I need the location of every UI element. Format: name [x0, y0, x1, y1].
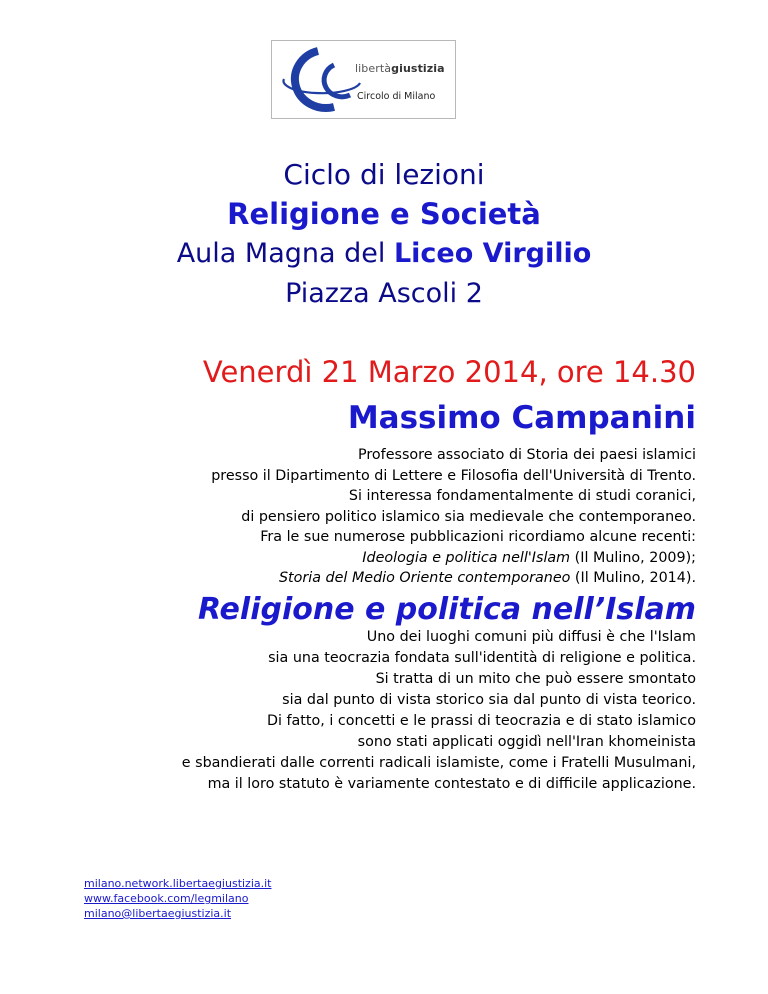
logo-name: libertàgiustizia: [355, 62, 445, 75]
bio-book-1: Ideologia e politica nell'Islam (Il Mulino, 2009);: [362, 549, 696, 566]
course-title: Religione e Società: [227, 197, 541, 231]
speaker-name: Massimo Campanini: [347, 400, 696, 436]
abstract-line: sia dal punto di vista storico sia dal punto di vista teorico.: [282, 692, 696, 708]
bio-line: di pensiero politico islamico sia medievale che contemporaneo.: [241, 508, 696, 525]
bio-line: Professore associato di Storia dei paesi islamici: [357, 447, 696, 463]
address: Piazza Ascoli 2: [285, 278, 483, 309]
logo-arcs-icon: [274, 43, 364, 115]
abstract-line: sono stati applicati oggidì nell'Iran khomeinista: [357, 734, 696, 750]
abstract-line: e sbandierati dalle correnti radicali islamiste, come i Fratelli Musulmani,: [181, 755, 696, 771]
email-link[interactable]: milano@libertaegiustizia.it: [84, 907, 232, 920]
bio-line: presso il Dipartimento di Lettere e Filosofia dell'Università di Trento.: [211, 467, 696, 484]
lecture-title: Religione e politica nell’Islam: [197, 592, 696, 627]
bio-line: Fra le sue numerose pubblicazioni ricordiamo alcune recenti:: [260, 529, 696, 545]
abstract-line: sia una teocrazia fondata sull'identità di religione e politica.: [268, 650, 696, 666]
bio-line: Si interessa fondamentalmente di studi coranici,: [348, 488, 696, 504]
abstract-line: ma il loro statuto è variamente contestato e di difficile applicazione.: [207, 776, 696, 792]
footer-links: [84, 876, 272, 921]
abstract-line: Di fatto, i concetti e le prassi di teocrazia e di stato islamico: [266, 713, 696, 729]
abstract-line: Si tratta di un mito che può essere smontato: [375, 671, 696, 687]
abstract-line: Uno dei luoghi comuni più diffusi è che l'Islam: [366, 629, 696, 645]
speaker-bio: [211, 445, 696, 589]
event-datetime: Venerdì 21 Marzo 2014, ore 14.30: [202, 355, 696, 389]
series-title: Ciclo di lezioni: [283, 158, 485, 191]
bio-book-2: Storia del Medio Oriente contemporaneo (Il Mulino, 2014).: [278, 570, 696, 586]
website-link[interactable]: milano.network.libertaegiustizia.it: [84, 877, 272, 890]
venue-name: Liceo Virgilio: [393, 238, 592, 269]
facebook-link[interactable]: www.facebook.com/legmilano: [84, 892, 249, 905]
venue: Aula Magna del Liceo Virgilio: [176, 238, 592, 269]
logo-subtitle: Circolo di Milano: [357, 91, 436, 102]
lecture-abstract: [182, 627, 696, 795]
logo: [271, 40, 456, 119]
